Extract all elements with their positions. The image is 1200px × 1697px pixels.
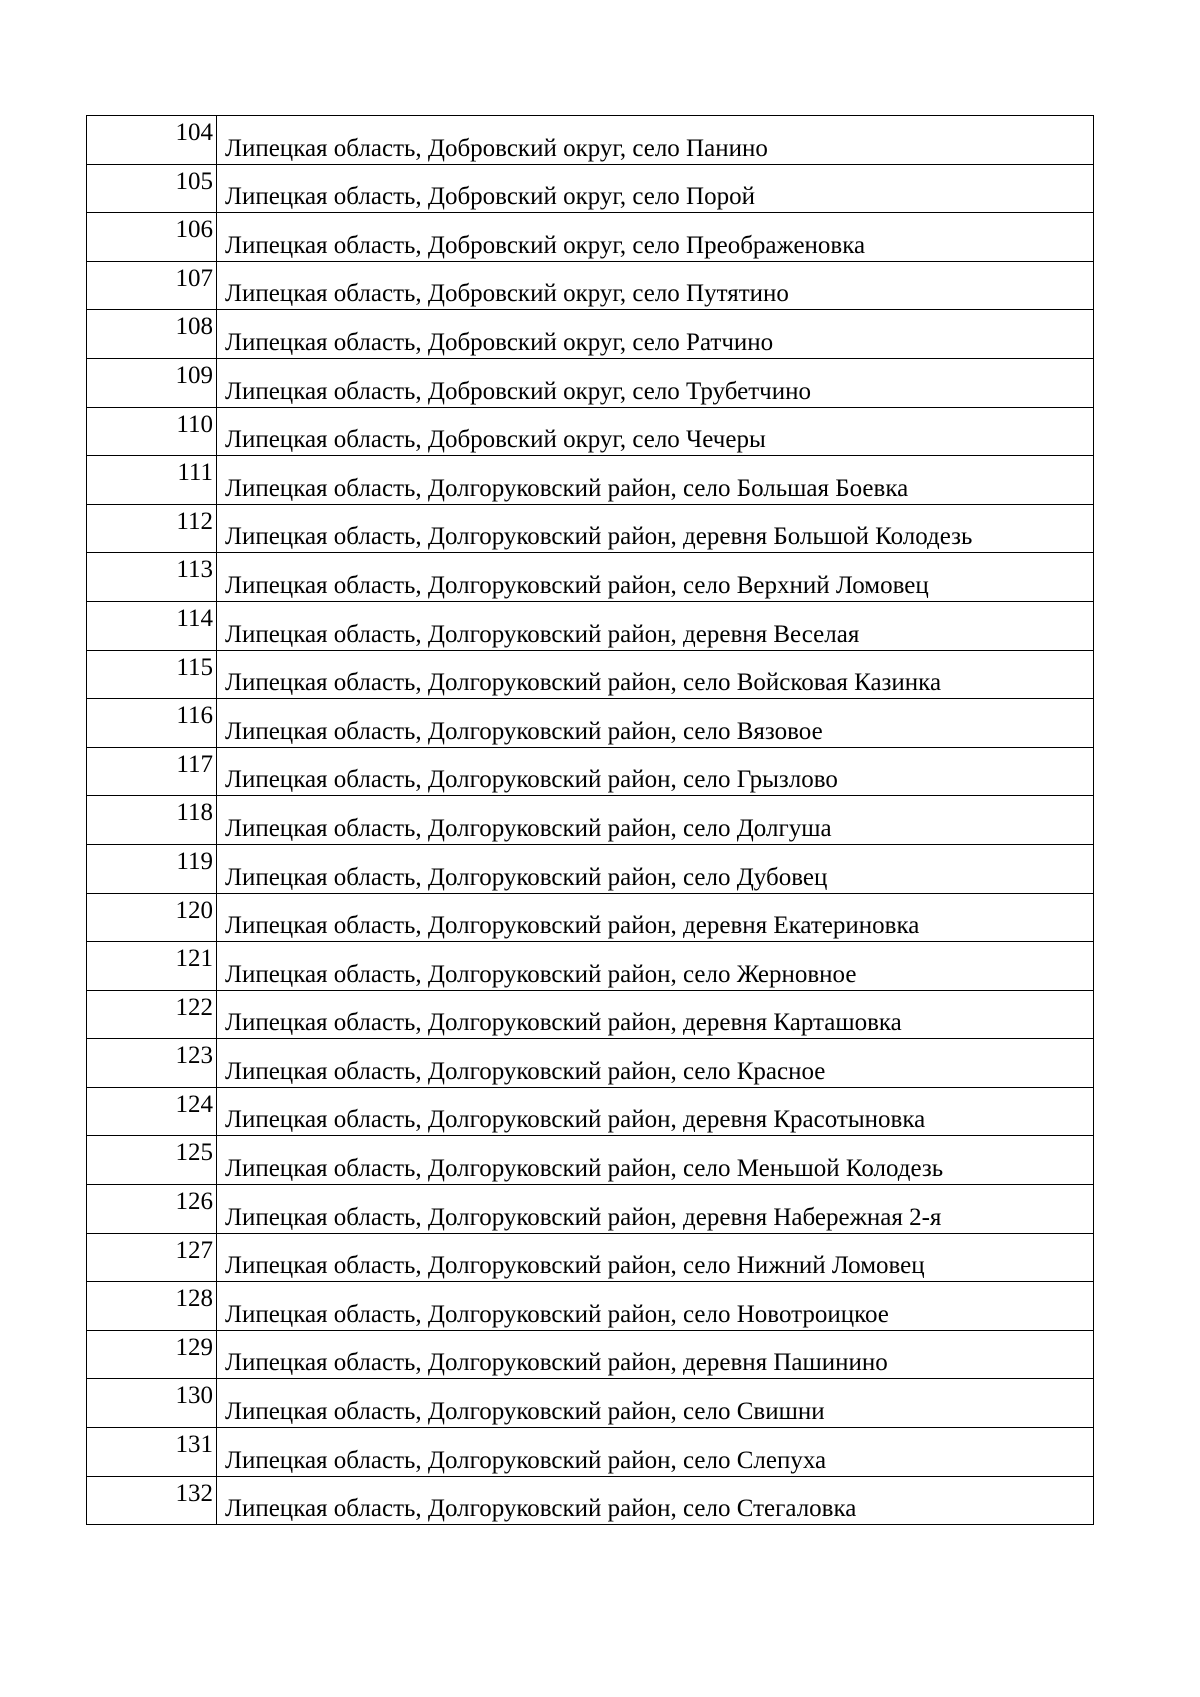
row-number: 113 — [87, 553, 217, 602]
table-row — [87, 358, 1094, 407]
row-address: Липецкая область, Добровский округ, село Чечеры — [217, 407, 1094, 456]
table-row — [87, 1428, 1094, 1477]
row-number: 129 — [87, 1330, 217, 1379]
table-row — [87, 310, 1094, 359]
row-number: 124 — [87, 1087, 217, 1136]
table-row — [87, 116, 1094, 165]
row-number: 114 — [87, 601, 217, 650]
table-row — [87, 261, 1094, 310]
table-row — [87, 699, 1094, 748]
table-row — [87, 164, 1094, 213]
row-number: 112 — [87, 504, 217, 553]
table-row — [87, 650, 1094, 699]
table-row — [87, 990, 1094, 1039]
table-row — [87, 1330, 1094, 1379]
row-address: Липецкая область, Долгоруковский район, село Грызлово — [217, 747, 1094, 796]
row-number: 125 — [87, 1136, 217, 1185]
row-address: Липецкая область, Долгоруковский район, село Свишни — [217, 1379, 1094, 1428]
row-address: Липецкая область, Долгоруковский район, деревня Большой Колодезь — [217, 504, 1094, 553]
row-number: 123 — [87, 1039, 217, 1088]
row-address: Липецкая область, Добровский округ, село Панино — [217, 116, 1094, 165]
table-row — [87, 1476, 1094, 1525]
row-address: Липецкая область, Долгоруковский район, село Новотроицкое — [217, 1282, 1094, 1331]
row-address: Липецкая область, Долгоруковский район, село Стегаловка — [217, 1476, 1094, 1525]
row-number: 127 — [87, 1233, 217, 1282]
row-number: 104 — [87, 116, 217, 165]
table-row — [87, 1039, 1094, 1088]
row-address: Липецкая область, Долгоруковский район, село Слепуха — [217, 1428, 1094, 1477]
table-row — [87, 893, 1094, 942]
table-row — [87, 504, 1094, 553]
row-number: 105 — [87, 164, 217, 213]
row-address: Липецкая область, Долгоруковский район, деревня Карташовка — [217, 990, 1094, 1039]
row-number: 118 — [87, 796, 217, 845]
row-address: Липецкая область, Долгоруковский район, деревня Пашинино — [217, 1330, 1094, 1379]
row-number: 117 — [87, 747, 217, 796]
row-address: Липецкая область, Добровский округ, село Путятино — [217, 261, 1094, 310]
table-row — [87, 747, 1094, 796]
row-address: Липецкая область, Долгоруковский район, село Верхний Ломовец — [217, 553, 1094, 602]
table-row — [87, 601, 1094, 650]
table-row — [87, 1233, 1094, 1282]
row-number: 126 — [87, 1185, 217, 1234]
table-row — [87, 456, 1094, 505]
table-row — [87, 942, 1094, 991]
row-number: 116 — [87, 699, 217, 748]
row-number: 107 — [87, 261, 217, 310]
locations-table — [86, 115, 1094, 1525]
row-number: 109 — [87, 358, 217, 407]
row-number: 110 — [87, 407, 217, 456]
row-address: Липецкая область, Долгоруковский район, деревня Набережная 2-я — [217, 1185, 1094, 1234]
table-row — [87, 1087, 1094, 1136]
row-address: Липецкая область, Добровский округ, село Ратчино — [217, 310, 1094, 359]
row-address: Липецкая область, Долгоруковский район, село Вязовое — [217, 699, 1094, 748]
table-row — [87, 1185, 1094, 1234]
row-address: Липецкая область, Добровский округ, село Порой — [217, 164, 1094, 213]
row-address: Липецкая область, Долгоруковский район, село Нижний Ломовец — [217, 1233, 1094, 1282]
table-row — [87, 844, 1094, 893]
table-row — [87, 796, 1094, 845]
row-number: 108 — [87, 310, 217, 359]
row-number: 122 — [87, 990, 217, 1039]
row-address: Липецкая область, Долгоруковский район, село Жерновное — [217, 942, 1094, 991]
row-address: Липецкая область, Долгоруковский район, село Большая Боевка — [217, 456, 1094, 505]
table-body — [87, 116, 1094, 1525]
table-row — [87, 213, 1094, 262]
row-address: Липецкая область, Долгоруковский район, село Долгуша — [217, 796, 1094, 845]
row-address: Липецкая область, Долгоруковский район, село Войсковая Казинка — [217, 650, 1094, 699]
row-number: 130 — [87, 1379, 217, 1428]
row-address: Липецкая область, Долгоруковский район, село Дубовец — [217, 844, 1094, 893]
row-address: Липецкая область, Долгоруковский район, деревня Веселая — [217, 601, 1094, 650]
row-number: 111 — [87, 456, 217, 505]
row-number: 106 — [87, 213, 217, 262]
row-address: Липецкая область, Долгоруковский район, село Красное — [217, 1039, 1094, 1088]
table-row — [87, 553, 1094, 602]
row-number: 131 — [87, 1428, 217, 1477]
row-address: Липецкая область, Добровский округ, село Преображеновка — [217, 213, 1094, 262]
row-number: 121 — [87, 942, 217, 991]
row-address: Липецкая область, Долгоруковский район, деревня Екатериновка — [217, 893, 1094, 942]
row-number: 128 — [87, 1282, 217, 1331]
table-row — [87, 1282, 1094, 1331]
row-number: 115 — [87, 650, 217, 699]
row-number: 120 — [87, 893, 217, 942]
row-address: Липецкая область, Долгоруковский район, деревня Красотыновка — [217, 1087, 1094, 1136]
row-address: Липецкая область, Добровский округ, село Трубетчино — [217, 358, 1094, 407]
row-address: Липецкая область, Долгоруковский район, село Меньшой Колодезь — [217, 1136, 1094, 1185]
table-row — [87, 1379, 1094, 1428]
row-number: 119 — [87, 844, 217, 893]
table-row — [87, 407, 1094, 456]
row-number: 132 — [87, 1476, 217, 1525]
table-row — [87, 1136, 1094, 1185]
